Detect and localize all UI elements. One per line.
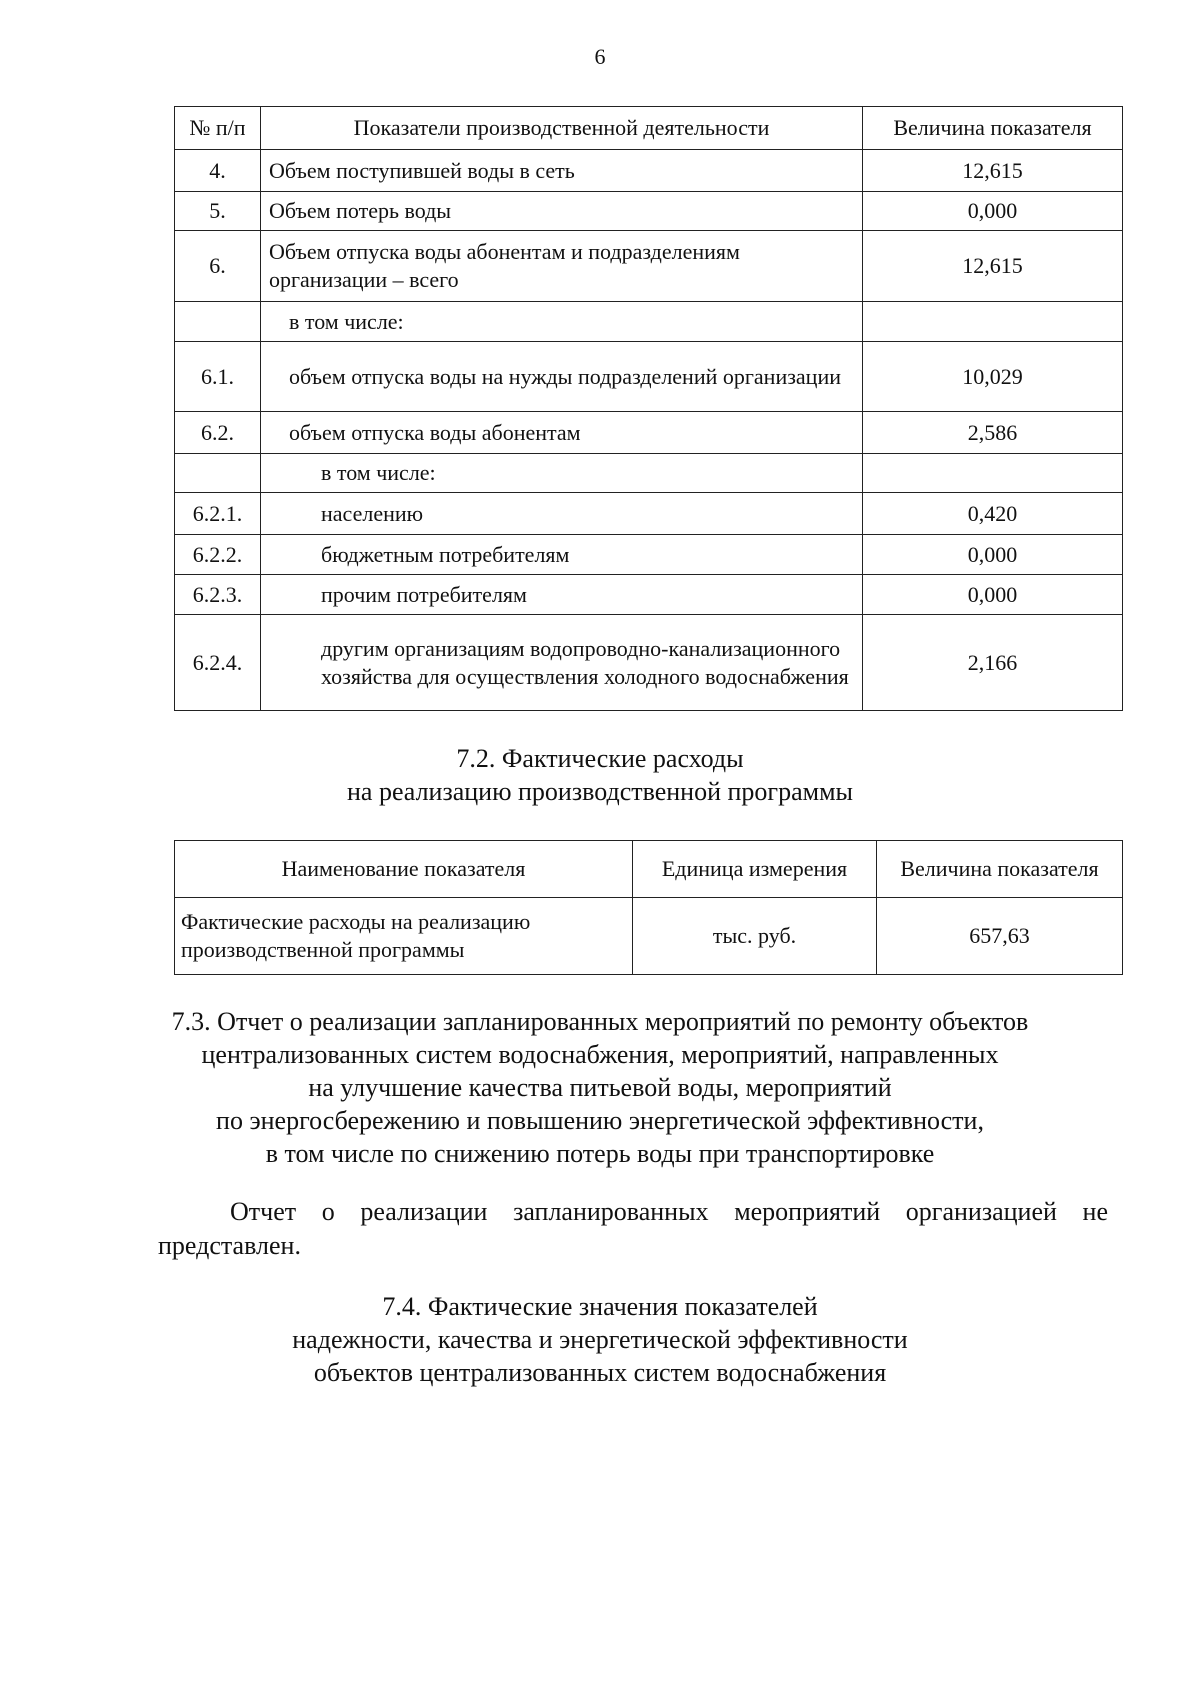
table-row xyxy=(175,231,1123,302)
table-header-row xyxy=(175,841,1123,898)
row-indicator: в том числе: xyxy=(261,302,863,342)
table-row xyxy=(175,615,1123,711)
row-indicator: объем отпуска воды абонентам xyxy=(261,412,863,454)
row-num: 6.2.4. xyxy=(175,615,261,711)
row-indicator: в том числе: xyxy=(261,454,863,493)
table-row xyxy=(175,150,1123,192)
header-num: № п/п xyxy=(175,107,261,150)
row-value xyxy=(863,454,1123,493)
section-7-3-line: в том числе по снижению потерь воды при транспортировке xyxy=(265,1139,935,1168)
report-paragraph xyxy=(158,1195,1108,1263)
row-value: 0,000 xyxy=(863,535,1123,575)
row-num: 4. xyxy=(175,150,261,192)
section-7-2-title xyxy=(0,742,1200,808)
table-row xyxy=(175,192,1123,231)
page-number: 6 xyxy=(594,44,606,69)
section-7-2-line: на реализацию производственной программы xyxy=(346,777,853,806)
row-num: 6.1. xyxy=(175,342,261,412)
row-num: 6.2. xyxy=(175,412,261,454)
row-value xyxy=(863,302,1123,342)
row-value: 0,000 xyxy=(863,192,1123,231)
row-indicator: прочим потребителям xyxy=(261,575,863,615)
header-value: Величина показателя xyxy=(863,107,1123,150)
row-indicator: бюджетным потребителям xyxy=(261,535,863,575)
header-name: Наименование показателя xyxy=(175,841,633,898)
row-num: 6.2.3. xyxy=(175,575,261,615)
row-indicator: Объем потерь воды xyxy=(261,192,863,231)
row-value: 2,586 xyxy=(863,412,1123,454)
row-value: 12,615 xyxy=(863,150,1123,192)
production-indicators-table xyxy=(174,106,1123,711)
table-row xyxy=(175,302,1123,342)
row-unit: тыс. руб. xyxy=(633,898,877,975)
row-num xyxy=(175,302,261,342)
section-7-3-line: по энергосбережению и повышению энергетической эффективности, xyxy=(216,1106,984,1135)
row-value: 2,166 xyxy=(863,615,1123,711)
row-name: Фактические расходы на реализацию производственной программы xyxy=(175,898,633,975)
header-indicator: Показатели производственной деятельности xyxy=(261,107,863,150)
row-indicator: Объем отпуска воды абонентам и подразделениям организации – всего xyxy=(261,231,863,302)
table-row xyxy=(175,535,1123,575)
row-indicator: Объем поступившей воды в сеть xyxy=(261,150,863,192)
section-7-3-line: централизованных систем водоснабжения, мероприятий, направленных xyxy=(201,1040,999,1069)
table-row xyxy=(175,342,1123,412)
row-indicator: другим организациям водопроводно-канализационного хозяйства для осуществления холодного водоснабжения xyxy=(261,615,863,711)
section-7-4-line: объектов централизованных систем водоснабжения xyxy=(313,1358,887,1387)
table-header-row xyxy=(175,107,1123,150)
row-num xyxy=(175,454,261,493)
report-paragraph-text: Отчет о реализации запланированных мероприятий организацией не представлен. xyxy=(158,1197,1108,1260)
row-indicator: населению xyxy=(261,493,863,535)
section-7-3-line: 7.3. Отчет о реализации запланированных мероприятий по ремонту объектов xyxy=(171,1007,1029,1036)
row-value: 12,615 xyxy=(863,231,1123,302)
row-num: 5. xyxy=(175,192,261,231)
table-row xyxy=(175,493,1123,535)
section-7-4-line: надежности, качества и энергетической эффективности xyxy=(292,1325,908,1354)
section-7-3-line: на улучшение качества питьевой воды, мероприятий xyxy=(308,1073,892,1102)
section-7-4-title xyxy=(0,1290,1200,1389)
header-unit: Единица измерения xyxy=(633,841,877,898)
section-7-2-line: 7.2. Фактические расходы xyxy=(456,744,744,773)
row-indicator: объем отпуска воды на нужды подразделений организации xyxy=(261,342,863,412)
row-num: 6.2.2. xyxy=(175,535,261,575)
table-row xyxy=(175,898,1123,975)
table-row xyxy=(175,575,1123,615)
table-row xyxy=(175,412,1123,454)
section-7-3-title xyxy=(0,1005,1200,1170)
row-num: 6.2.1. xyxy=(175,493,261,535)
expenses-table xyxy=(174,840,1123,975)
row-value: 0,420 xyxy=(863,493,1123,535)
section-7-4-line: 7.4. Фактические значения показателей xyxy=(382,1292,818,1321)
row-num: 6. xyxy=(175,231,261,302)
row-value: 0,000 xyxy=(863,575,1123,615)
row-value: 657,63 xyxy=(877,898,1123,975)
row-value: 10,029 xyxy=(863,342,1123,412)
header-value: Величина показателя xyxy=(877,841,1123,898)
table-row xyxy=(175,454,1123,493)
